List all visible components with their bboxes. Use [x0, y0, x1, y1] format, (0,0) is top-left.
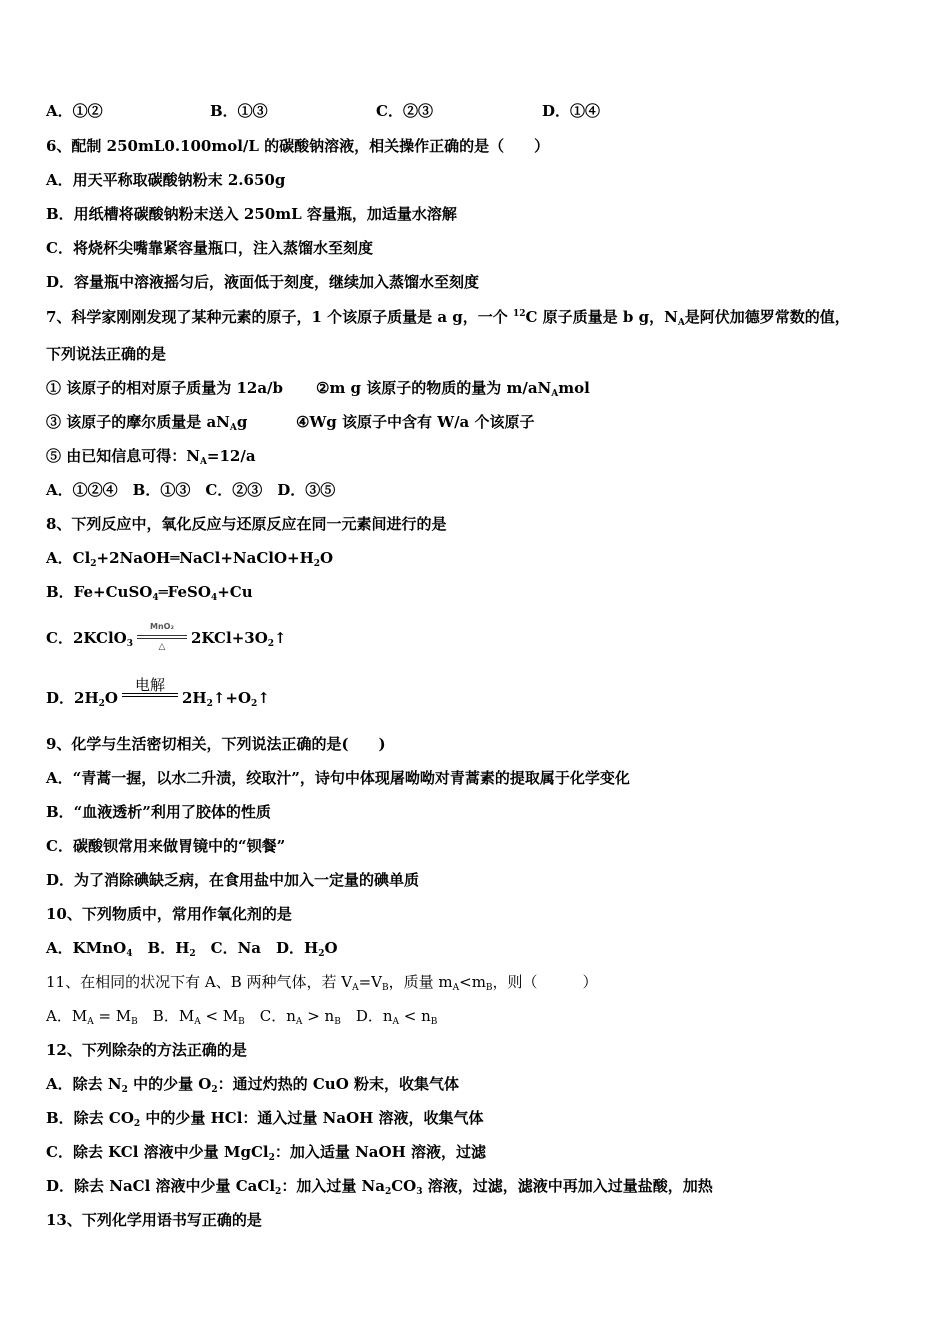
q9-stem: 9、化学与生活密切相关，下列说法正确的是( ) [46, 735, 386, 753]
q8-option-c: C．2KClO$_3$ MnO₂ △ $2KCl+3O_2↑$ [46, 622, 287, 652]
q12-option-d: D．除去 NaCl 溶液中少量 CaCl$_2$：加入过量 $Na_2CO_3$ 溶液，过滤，滤液中再加入过量盐酸，加热 [46, 1177, 713, 1197]
q6-option-c: C．将烧杯尖嘴靠紧容量瓶口，注入蒸馏水至刻度 [46, 239, 373, 257]
q8-option-b: B．Fe+CuSO$_4$═FeSO$_4$+Cu [46, 583, 253, 603]
q8-option-d: D．$2H_2O$ 电解 $2H_2↑+O_2↑$ [46, 676, 270, 709]
q5-option-c: C．②③ [376, 102, 433, 120]
q7-stem-line2: 下列说法正确的是 [46, 345, 167, 363]
q7-statement-5: ⑤ 由已知信息可得：$N_A=12/a$ [46, 447, 256, 467]
q10-stem: 10、下列物质中，常用作氧化剂的是 [46, 905, 292, 923]
q12-stem: 12、下列除杂的方法正确的是 [46, 1041, 247, 1059]
reaction-condition-electrolysis: 电解 [122, 689, 178, 709]
q9-option-a: A．“青蒿一握，以水二升渍，绞取汁”，诗句中体现屠呦呦对青蒿素的提取属于化学变化 [46, 769, 630, 787]
q7-statements-1-2 [46, 378, 646, 398]
q12-option-b: B．除去 $CO_2$ 中的少量 HCl：通入过量 NaOH 溶液，收集气体 [46, 1109, 484, 1129]
q7-options: A．①②④ B．①③ C．②③ D．③⑤ [46, 481, 336, 499]
q5-option-b: B．①③ [210, 102, 268, 120]
q12-option-c: C．除去 KCl 溶液中少量 MgCl$_2$：加入适量 NaOH 溶液，过滤 [46, 1143, 486, 1163]
q6-option-b: B．用纸槽将碳酸钠粉末送入 250mL 容量瓶，加适量水溶解 [46, 205, 457, 223]
q13-stem: 13、下列化学用语书写正确的是 [46, 1211, 262, 1229]
q8-option-a: A．$Cl_2+2NaOH═NaCl+NaClO+H_2O$ [46, 549, 334, 569]
q7-statements-3-4 [46, 412, 646, 432]
q7-statement-1: ① 该原子的相对原子质量为 12a/b [46, 379, 284, 397]
q11-stem: 11、在相同的状况下有 A、B 两种气体，若 $V_A=V_B$，质量 $m_A<m_B$，则（ ） [46, 973, 598, 993]
q7-stem: 7、科学家刚刚发现了某种元素的原子，1 个该原子质量是 a g，一个 $^{12}$C 原子质量是 b g，$N_A$是阿伏加德罗常数的值， [46, 308, 850, 328]
q5-options [46, 101, 646, 121]
q6-stem: 6、配制 250mL0.100mol/L 的碳酸钠溶液，相关操作正确的是（ ） [46, 137, 550, 155]
q11-options: A．$M_A = M_B$ B．$M_A < M_B$ C．$n_A > n_B$ D．$n_A < n_B$ [46, 1007, 438, 1027]
q12-option-a: A．除去 $N_2$ 中的少量 $O_2$：通过灼热的 CuO 粉末，收集气体 [46, 1075, 459, 1095]
q7-statement-2: ②m g 该原子的物质的量为 $m/aN_Amol$ [316, 379, 590, 399]
q6-option-d: D．容量瓶中溶液摇匀后，液面低于刻度，继续加入蒸馏水至刻度 [46, 273, 480, 291]
q5-option-d: D．①④ [542, 102, 601, 120]
q9-option-b: B．“血液透析”利用了胶体的性质 [46, 803, 271, 821]
q5-option-a: A．①② [46, 102, 103, 120]
reaction-condition-catalyst-heat: MnO₂ △ [135, 629, 189, 649]
q8-stem: 8、下列反应中，氧化反应与还原反应在同一元素间进行的是 [46, 515, 447, 533]
q10-options: A．KMnO$_4$ B．$H_2$ C．Na D．$H_2O$ [46, 939, 338, 959]
q6-option-a: A．用天平称取碳酸钠粉末 2.650g [46, 171, 286, 189]
q7-statement-4: ④Wg 该原子中含有 W/a 个该原子 [296, 413, 535, 431]
q9-option-d: D．为了消除碘缺乏病，在食用盐中加入一定量的碘单质 [46, 871, 420, 889]
q9-option-c: C．碳酸钡常用来做胃镜中的“钡餐” [46, 837, 286, 855]
q7-statement-3: ③ 该原子的摩尔质量是 $aN_Ag$ [46, 413, 248, 433]
